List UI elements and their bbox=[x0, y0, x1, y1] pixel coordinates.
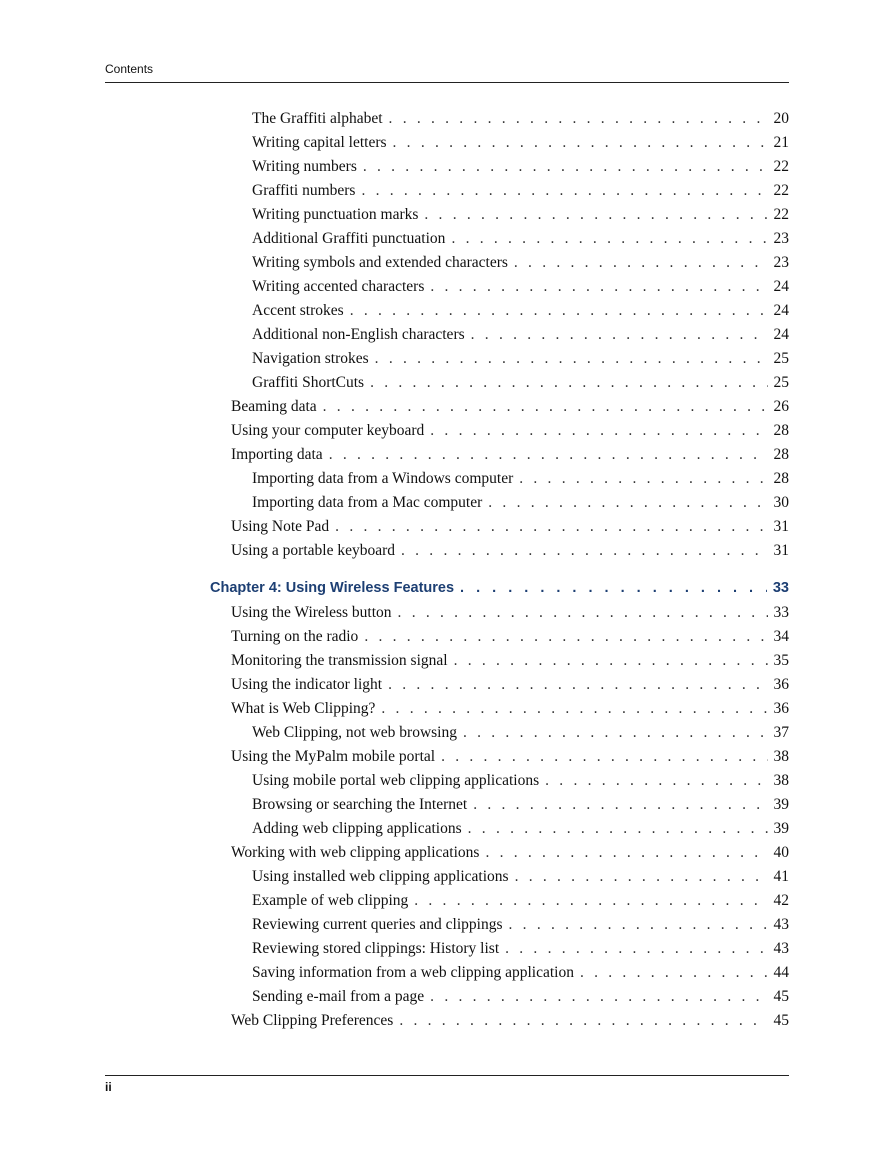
dot-leader bbox=[363, 158, 768, 176]
toc-entry[interactable] bbox=[231, 844, 789, 868]
toc-entry-title: Using Note Pad bbox=[231, 518, 330, 535]
dot-leader bbox=[375, 350, 768, 368]
dot-leader bbox=[441, 748, 767, 766]
toc-entry[interactable] bbox=[252, 110, 789, 134]
toc-entry-title: What is Web Clipping? bbox=[231, 700, 376, 717]
toc-entry-title: Beaming data bbox=[231, 398, 317, 415]
dot-leader bbox=[430, 278, 767, 296]
toc-entry[interactable] bbox=[231, 604, 789, 628]
dot-leader bbox=[393, 134, 768, 152]
toc-entry[interactable] bbox=[231, 518, 789, 542]
dot-leader bbox=[485, 844, 767, 862]
toc-entry[interactable] bbox=[252, 326, 789, 350]
dot-leader bbox=[505, 940, 767, 958]
toc-entry[interactable] bbox=[252, 964, 789, 988]
dot-leader bbox=[463, 724, 768, 742]
dot-leader bbox=[471, 326, 768, 344]
toc-chapter-entry[interactable] bbox=[210, 580, 789, 604]
toc-entry-page: 24 bbox=[773, 326, 789, 343]
toc-entry[interactable] bbox=[231, 542, 789, 566]
toc-entry-page: 23 bbox=[773, 254, 789, 271]
toc-entry-page: 25 bbox=[773, 374, 789, 391]
toc-entry-page: 35 bbox=[773, 652, 789, 669]
dot-leader bbox=[488, 494, 767, 512]
dot-leader bbox=[519, 470, 767, 488]
toc-entry-title: Using the MyPalm mobile portal bbox=[231, 748, 436, 765]
toc-entry-title: Example of web clipping bbox=[252, 892, 409, 909]
toc-entry-title: Importing data from a Windows computer bbox=[252, 470, 514, 487]
toc-entry-page: 36 bbox=[773, 676, 789, 693]
dot-leader bbox=[414, 892, 767, 910]
toc-entry[interactable] bbox=[252, 158, 789, 182]
dot-leader bbox=[545, 772, 767, 790]
toc-entry-page: 43 bbox=[773, 916, 789, 933]
toc-entry-title: Graffiti ShortCuts bbox=[252, 374, 365, 391]
toc-entry-page: 24 bbox=[773, 278, 789, 295]
toc-entry[interactable] bbox=[252, 206, 789, 230]
running-header: Contents bbox=[105, 62, 154, 76]
toc-entry-title: Additional Graffiti punctuation bbox=[252, 230, 446, 247]
toc-entry-page: 33 bbox=[773, 604, 789, 621]
toc-entry-title: Web Clipping Preferences bbox=[231, 1012, 394, 1029]
toc-entry-page: 42 bbox=[773, 892, 789, 909]
toc-entry-page: 28 bbox=[773, 446, 789, 463]
toc-entry-title: Accent strokes bbox=[252, 302, 344, 319]
toc-entry-title: Saving information from a web clipping application bbox=[252, 964, 574, 981]
toc-entry-title: Turning on the radio bbox=[231, 628, 359, 645]
toc-entry-page: 38 bbox=[773, 748, 789, 765]
toc-entry[interactable] bbox=[252, 988, 789, 1012]
toc-entry-page: 33 bbox=[772, 580, 789, 596]
toc-entry[interactable] bbox=[252, 350, 789, 374]
toc-entry-page: 34 bbox=[773, 628, 789, 645]
header-divider bbox=[105, 82, 789, 83]
toc-entry[interactable] bbox=[252, 230, 789, 254]
dot-leader bbox=[364, 628, 767, 646]
page-number: ii bbox=[105, 1080, 112, 1094]
toc-entry-page: 44 bbox=[773, 964, 789, 981]
toc-entry-page: 38 bbox=[773, 772, 789, 789]
toc-entry-title: Writing punctuation marks bbox=[252, 206, 419, 223]
toc-entry[interactable] bbox=[231, 628, 789, 652]
toc-entry-page: 22 bbox=[773, 182, 789, 199]
toc-entry-title: Importing data from a Mac computer bbox=[252, 494, 483, 511]
toc-entry-page: 24 bbox=[773, 302, 789, 319]
toc-entry[interactable] bbox=[231, 446, 789, 470]
toc-entry[interactable] bbox=[252, 772, 789, 796]
toc-entry-page: 23 bbox=[773, 230, 789, 247]
toc-entry-page: 31 bbox=[773, 518, 789, 535]
dot-leader bbox=[430, 422, 767, 440]
toc-entry[interactable] bbox=[252, 302, 789, 326]
footer-divider bbox=[105, 1075, 789, 1076]
toc-entry-page: 28 bbox=[773, 470, 789, 487]
toc-entry-title: Writing capital letters bbox=[252, 134, 387, 151]
dot-leader bbox=[468, 820, 768, 838]
toc-entry[interactable] bbox=[231, 748, 789, 772]
toc-entry[interactable] bbox=[231, 398, 789, 422]
toc-entry-page: 41 bbox=[773, 868, 789, 885]
toc-entry[interactable] bbox=[252, 254, 789, 278]
toc-entry-page: 36 bbox=[773, 700, 789, 717]
toc-entry-title: Browsing or searching the Internet bbox=[252, 796, 468, 813]
toc-entry-title: Using installed web clipping applications bbox=[252, 868, 509, 885]
dot-leader bbox=[381, 700, 767, 718]
toc-entry-title: Using your computer keyboard bbox=[231, 422, 425, 439]
toc-entry[interactable] bbox=[252, 916, 789, 940]
toc-entry-title: Navigation strokes bbox=[252, 350, 369, 367]
dot-leader bbox=[430, 988, 767, 1006]
toc-entry-title: Adding web clipping applications bbox=[252, 820, 462, 837]
dot-leader bbox=[473, 796, 767, 814]
toc-entry-title: Working with web clipping applications bbox=[231, 844, 480, 861]
toc-entry-page: 22 bbox=[773, 206, 789, 223]
dot-leader bbox=[335, 518, 767, 536]
toc-entry-page: 37 bbox=[773, 724, 789, 741]
toc-entry[interactable] bbox=[252, 820, 789, 844]
toc-entry-title: Writing accented characters bbox=[252, 278, 425, 295]
toc-entry[interactable] bbox=[252, 470, 789, 494]
toc-entry-page: 39 bbox=[773, 796, 789, 813]
dot-leader bbox=[350, 302, 768, 320]
toc-entry-title: Writing symbols and extended characters bbox=[252, 254, 508, 271]
toc-entry-page: 20 bbox=[773, 110, 789, 127]
toc-entry-page: 45 bbox=[773, 1012, 789, 1029]
toc-entry[interactable] bbox=[252, 940, 789, 964]
dot-leader bbox=[451, 230, 767, 248]
dot-leader bbox=[515, 868, 768, 886]
toc-entry-title: Using mobile portal web clipping applications bbox=[252, 772, 540, 789]
toc-entry-title: The Graffiti alphabet bbox=[252, 110, 383, 127]
toc-entry[interactable] bbox=[252, 724, 789, 748]
toc-entry[interactable] bbox=[252, 494, 789, 518]
dot-leader bbox=[398, 604, 768, 622]
toc-entry[interactable] bbox=[252, 868, 789, 892]
toc-entry[interactable] bbox=[231, 422, 789, 446]
toc-entry-title: Reviewing stored clippings: History list bbox=[252, 940, 500, 957]
toc-entry-title: Using the indicator light bbox=[231, 676, 383, 693]
toc-entry-page: 21 bbox=[773, 134, 789, 151]
toc-entry-title: Web Clipping, not web browsing bbox=[252, 724, 457, 741]
dot-leader bbox=[361, 182, 767, 200]
toc-entry-page: 45 bbox=[773, 988, 789, 1005]
toc-entry-page: 31 bbox=[773, 542, 789, 559]
dot-leader bbox=[454, 652, 768, 670]
dot-leader bbox=[388, 676, 767, 694]
toc-entry[interactable] bbox=[252, 796, 789, 820]
toc-entry-page: 43 bbox=[773, 940, 789, 957]
toc-entry-page: 22 bbox=[773, 158, 789, 175]
dot-leader bbox=[509, 916, 768, 934]
toc-entry[interactable] bbox=[252, 892, 789, 916]
toc-entry[interactable] bbox=[252, 134, 789, 158]
dot-leader bbox=[323, 398, 768, 416]
toc-entry-title: Graffiti numbers bbox=[252, 182, 356, 199]
toc-entry-page: 26 bbox=[773, 398, 789, 415]
toc-entry-title: Chapter 4: Using Wireless Features bbox=[210, 580, 455, 596]
toc-entry[interactable] bbox=[252, 374, 789, 398]
toc-entry-page: 28 bbox=[773, 422, 789, 439]
toc-entry-title: Using the Wireless button bbox=[231, 604, 392, 621]
dot-leader bbox=[401, 542, 768, 560]
toc-entry-title: Importing data bbox=[231, 446, 323, 463]
toc-entry[interactable] bbox=[231, 700, 789, 724]
dot-leader bbox=[580, 964, 768, 982]
toc-entry-title: Monitoring the transmission signal bbox=[231, 652, 448, 669]
toc-entry-title: Reviewing current queries and clippings bbox=[252, 916, 503, 933]
toc-entry-title: Additional non-English characters bbox=[252, 326, 465, 343]
toc-entry[interactable] bbox=[231, 1012, 789, 1036]
toc-entry-title: Sending e-mail from a page bbox=[252, 988, 425, 1005]
toc-entry-page: 25 bbox=[773, 350, 789, 367]
dot-leader bbox=[424, 206, 767, 224]
dot-leader bbox=[389, 110, 768, 128]
toc-entry[interactable] bbox=[252, 278, 789, 302]
toc-entry-page: 30 bbox=[773, 494, 789, 511]
dot-leader bbox=[399, 1012, 767, 1030]
toc-entry[interactable] bbox=[231, 652, 789, 676]
dot-leader bbox=[514, 254, 768, 272]
dot-leader bbox=[460, 580, 767, 596]
dot-leader bbox=[329, 446, 768, 464]
toc-entry-title: Using a portable keyboard bbox=[231, 542, 395, 559]
toc-entry-page: 39 bbox=[773, 820, 789, 837]
dot-leader bbox=[370, 374, 767, 392]
toc-entry-title: Writing numbers bbox=[252, 158, 357, 175]
toc-entry-page: 40 bbox=[773, 844, 789, 861]
toc-entry[interactable] bbox=[252, 182, 789, 206]
toc-entry[interactable] bbox=[231, 676, 789, 700]
